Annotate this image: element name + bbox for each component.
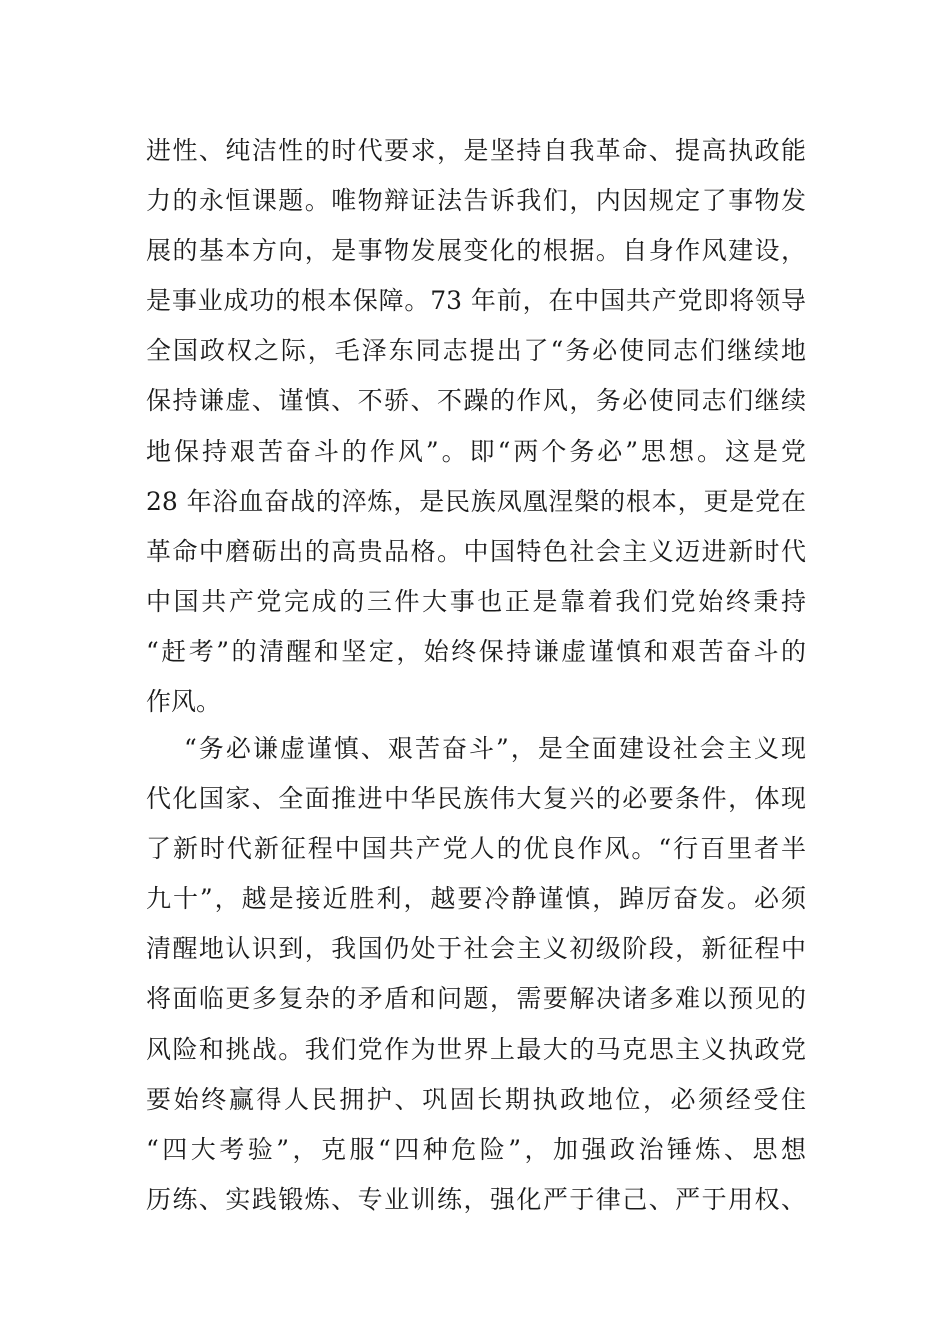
paragraph-2	[146, 724, 806, 1225]
paragraph-line: 保持谦虚、谨慎、不骄、不躁的作风，务必使同志们继续	[146, 386, 806, 416]
paragraph-line: 中国共产党完成的三件大事也正是靠着我们党始终秉持	[146, 586, 806, 616]
paragraph-1	[146, 126, 806, 727]
paragraph-line: 了新时代新征程中国共产党人的优良作风。“行百里者半	[146, 834, 806, 864]
paragraph-line: 作风。	[146, 687, 222, 717]
paragraph-line: 风险和挑战。我们党作为世界上最大的马克思主义执政党	[146, 1034, 806, 1064]
paragraph-line: 是事业成功的根本保障。73 年前，在中国共产党即将领导	[146, 286, 806, 316]
paragraph-line: 清醒地认识到，我国仍处于社会主义初级阶段，新征程中	[146, 934, 806, 964]
paragraph-line: “务必谦虚谨慎、艰苦奋斗”，是全面建设社会主义现	[184, 734, 806, 763]
paragraph-line: 代化国家、全面推进中华民族伟大复兴的必要条件，体现	[146, 784, 806, 814]
paragraph-line: 九十”，越是接近胜利，越要冷静谨慎，踔厉奋发。必须	[146, 884, 806, 914]
paragraph-line: 要始终赢得人民拥护、巩固长期执政地位，必须经受住	[146, 1084, 806, 1114]
paragraph-line: 展的基本方向，是事物发展变化的根据。自身作风建设，	[146, 236, 806, 266]
paragraph-line: 28 年浴血奋战的淬炼，是民族凤凰涅槃的根本，更是党在	[146, 486, 806, 516]
paragraph-line: 力的永恒课题。唯物辩证法告诉我们，内因规定了事物发	[146, 186, 806, 216]
paragraph-line: 历练、实践锻炼、专业训练，强化严于律己、严于用权、	[146, 1184, 806, 1214]
paragraph-line: 革命中磨砺出的高贵品格。中国特色社会主义迈进新时代	[146, 536, 806, 566]
paragraph-line: “赶考”的清醒和坚定，始终保持谦虚谨慎和艰苦奋斗的	[146, 636, 806, 666]
paragraph-line: “四大考验”，克服“四种危险”，加强政治锤炼、思想	[146, 1134, 806, 1164]
paragraph-line: 全国政权之际，毛泽东同志提出了“务必使同志们继续地	[146, 336, 806, 366]
paragraph-line: 地保持艰苦奋斗的作风”。即“两个务必”思想。这是党	[146, 436, 806, 466]
paragraph-line: 进性、纯洁性的时代要求，是坚持自我革命、提高执政能	[146, 136, 806, 165]
paragraph-line: 将面临更多复杂的矛盾和问题，需要解决诸多难以预见的	[146, 984, 806, 1014]
